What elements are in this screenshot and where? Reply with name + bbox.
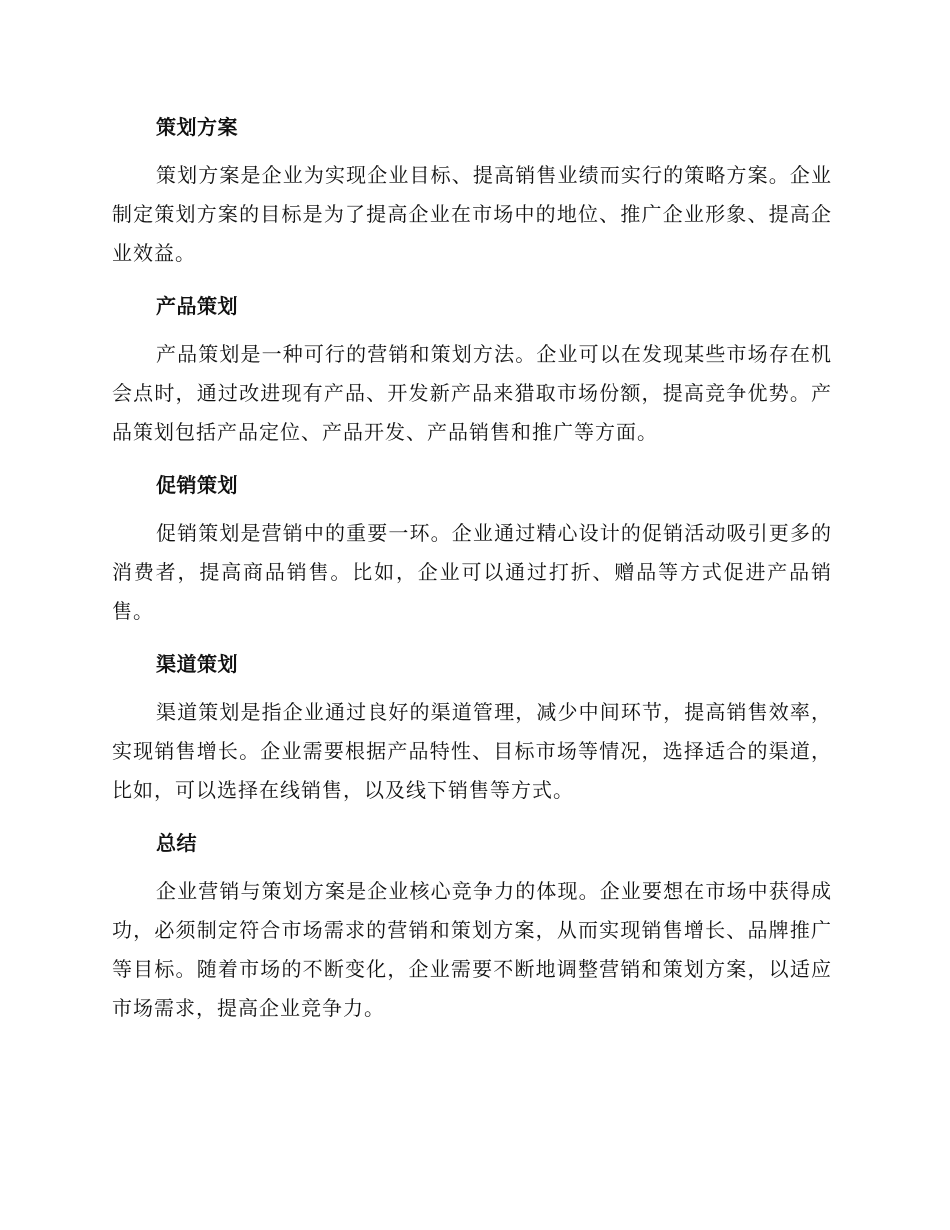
section-channel-planning [112, 645, 832, 810]
section-heading: 渠道策划 [156, 652, 238, 676]
section-paragraph: 企业营销与策划方案是企业核心竞争力的体现。企业要想在市场中获得成功，必须制定符合市场需求的营销和策划方案，从而实现销售增长、品牌推广等目标。随着市场的不断变化，企业需要不断地调整营销和策划方案，以适应市场需求，提高企业竞争力。 [112, 879, 832, 1020]
document-body [112, 108, 832, 1042]
section-paragraph: 策划方案是企业为实现企业目标、提高销售业绩而实行的策略方案。企业制定策划方案的目标是为了提高企业在市场中的地位、推广企业形象、提高企业效益。 [112, 163, 832, 265]
section-paragraph: 促销策划是营销中的重要一环。企业通过精心设计的促销活动吸引更多的消费者，提高商品销售。比如，企业可以通过打折、赠品等方式促进产品销售。 [112, 521, 832, 623]
section-product-planning [112, 287, 832, 452]
section-heading: 总结 [156, 831, 197, 855]
section-promotion-planning [112, 466, 832, 631]
section-summary [112, 824, 832, 1028]
section-paragraph: 渠道策划是指企业通过良好的渠道管理，减少中间环节，提高销售效率，实现销售增长。企业需要根据产品特性、目标市场等情况，选择适合的渠道，比如，可以选择在线销售，以及线下销售等方式。 [112, 700, 832, 802]
section-strategy-plan [112, 108, 832, 273]
section-heading: 策划方案 [156, 115, 238, 139]
section-heading: 促销策划 [156, 473, 238, 497]
section-paragraph: 产品策划是一种可行的营销和策划方法。企业可以在发现某些市场存在机会点时，通过改进现有产品、开发新产品来猎取市场份额，提高竞争优势。产品策划包括产品定位、产品开发、产品销售和推广等方面。 [112, 342, 832, 444]
section-heading: 产品策划 [156, 294, 238, 318]
